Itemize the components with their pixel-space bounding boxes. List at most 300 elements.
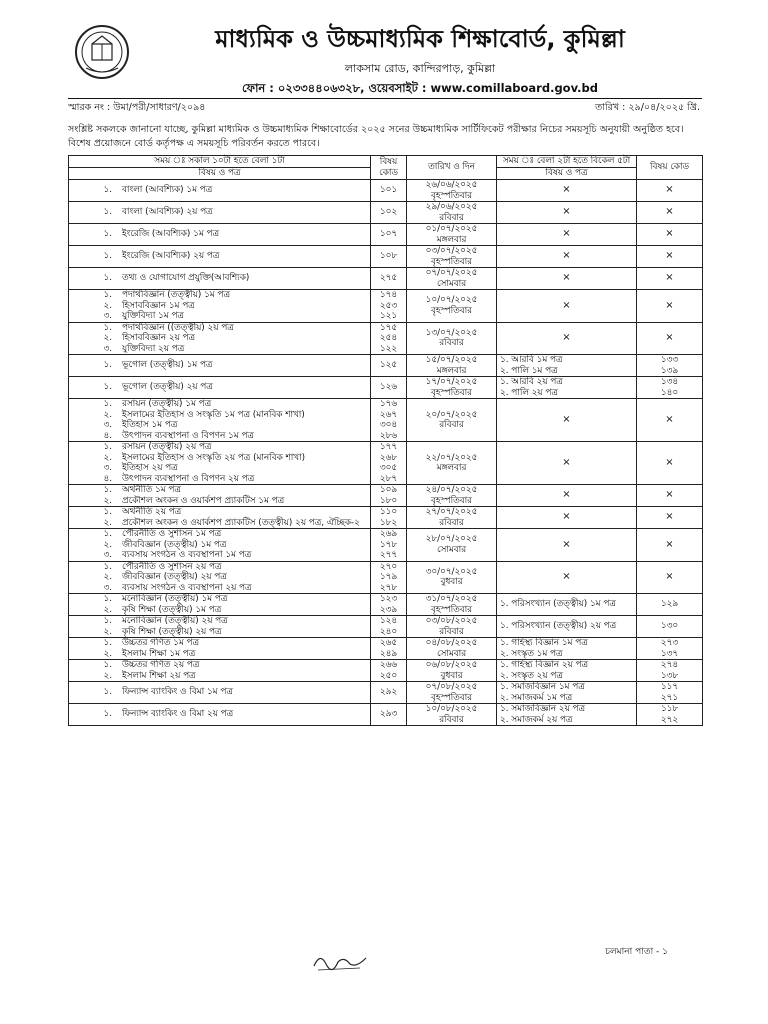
afternoon-codes-cell (637, 616, 703, 638)
subject-line (72, 507, 367, 518)
header-divider (68, 98, 702, 99)
afternoon-subject-name: ১. আরবি ২য় পত্র (500, 377, 563, 387)
morning-subjects-cell (69, 704, 371, 726)
exam-date-cell (407, 704, 497, 726)
afternoon-codes-cell: × (637, 180, 703, 202)
subject-code: ৩০৪ (379, 420, 398, 430)
morning-subjects-cell (69, 246, 371, 268)
morning-subjects-cell (69, 442, 371, 485)
afternoon-subject-code: ১৩৪ (660, 377, 679, 387)
morning-codes-cell (371, 377, 407, 399)
schedule-row (69, 616, 703, 638)
subject-line (72, 333, 367, 344)
subject-name: কৃষি শিক্ষা (তত্ত্বীয়) ২য় পত্র (122, 626, 222, 637)
schedule-row (69, 246, 703, 268)
subject-code: ১৮০ (379, 495, 398, 506)
morning-codes-cell (371, 202, 407, 224)
subject-name: পদার্থবিজ্ঞান (তত্ত্বীয়) ১ম পত্র (122, 290, 230, 300)
serial-number: ১. (103, 251, 112, 262)
afternoon-subjects-cell: × (497, 529, 637, 562)
subject-code: ৩০৫ (379, 463, 398, 473)
serial-number: ১. (103, 687, 112, 698)
subject-name: ফিন্যান্স ব্যাংকিং ও বিমা ১ম পত্র (122, 687, 233, 698)
afternoon-codes-cell: × (637, 268, 703, 290)
serial-number: ১. (103, 485, 112, 495)
subject-code: ২৬৮ (379, 452, 398, 463)
subject-line (72, 410, 367, 421)
afternoon-subject-code: ২৭৩ (660, 638, 679, 648)
serial-number: ১. (103, 442, 112, 452)
subject-line (72, 360, 367, 371)
afternoon-subjects-cell: × (497, 442, 637, 485)
subject-line (72, 251, 367, 262)
afternoon-subjects-cell (497, 704, 637, 726)
afternoon-subject-name: ২. পালি ১ম পত্র (500, 365, 558, 376)
morning-codes-cell (371, 399, 407, 442)
morning-codes-cell (371, 660, 407, 682)
serial-number: ১. (103, 290, 112, 300)
exam-date: ০৬/০৮/২০২৫ (425, 660, 478, 670)
morning-codes-cell (371, 224, 407, 246)
subject-name: পৌরনীতি ও সুশাসন ১ম পত্র (122, 529, 222, 539)
subject-name: রসায়ন (তত্ত্বীয়) ২য় পত্র (122, 442, 212, 452)
serial-number: ৩. (103, 420, 112, 430)
subject-name: কৃষি শিক্ষা (তত্ত্বীয়) ১ম পত্র (122, 604, 222, 615)
exam-date-cell (407, 268, 497, 290)
subject-line (72, 420, 367, 431)
schedule-row (69, 529, 703, 562)
morning-codes-cell (371, 594, 407, 616)
exam-date: ১০/০৭/২০২৫ (425, 295, 478, 306)
afternoon-codes-cell (637, 704, 703, 726)
subject-code: ১০৭ (379, 229, 398, 240)
schedule-row (69, 224, 703, 246)
schedule-body (69, 180, 703, 726)
subject-name: হিসাববিজ্ঞান ২য় পত্র (122, 333, 195, 343)
subject-line (72, 273, 367, 284)
exam-day: বৃহস্পতিবার (430, 692, 472, 703)
subject-name: উচ্চতর গণিত ২য় পত্র (122, 660, 200, 670)
afternoon-subjects-cell: × (497, 224, 637, 246)
serial-number: ১. (103, 594, 112, 604)
afternoon-codes-cell (637, 594, 703, 616)
subject-name: উৎপাদন ব্যবস্থাপনা ও বিপণন ১ম পত্র (122, 430, 254, 441)
serial-number: ২. (103, 452, 112, 463)
morning-codes-cell (371, 638, 407, 660)
afternoon-codes-cell (637, 660, 703, 682)
morning-subjects-cell (69, 290, 371, 323)
subject-line (72, 496, 367, 507)
subject-code: ২৭৮ (379, 582, 398, 593)
board-address: লাকসাম রোড, কান্দিরপাড়, কুমিল্লা (344, 62, 496, 75)
morning-subjects-cell (69, 322, 371, 355)
subject-name: জীববিজ্ঞান (তত্ত্বীয়) ২য় পত্র (122, 572, 227, 582)
exam-date-cell (407, 682, 497, 704)
subject-code: ১২৪ (379, 616, 398, 626)
afternoon-codes-cell: × (637, 507, 703, 529)
afternoon-codes-cell: × (637, 561, 703, 594)
afternoon-subject-code: ২৭১ (660, 692, 679, 703)
subject-code: ১০২ (379, 207, 398, 218)
exam-date: ২৮/০৭/২০২৫ (425, 534, 478, 545)
serial-number: ২. (103, 604, 112, 615)
notice-date: তারিখ : ২৯/০৪/২০২৫ খ্রি. (595, 102, 700, 113)
serial-number: ২. (103, 517, 112, 528)
afternoon-codes-cell: × (637, 202, 703, 224)
serial-number: ৪. (103, 473, 112, 484)
afternoon-subject-name: ১. আরবি ১ম পত্র (500, 355, 563, 365)
exam-date-cell (407, 322, 497, 355)
subject-name: ইসলাম শিক্ষা ১ম পত্র (122, 648, 196, 659)
subject-line (72, 627, 367, 638)
afternoon-session-header: সময় ঃ বেলা ২টা হতে বিকেল ৫টা (497, 156, 637, 168)
schedule-row (69, 399, 703, 442)
schedule-row (69, 442, 703, 485)
serial-number: ২. (103, 495, 112, 506)
subject-code-header: বিষয় কোড (371, 156, 407, 180)
afternoon-subject-code: ১৩৭ (660, 648, 679, 659)
subject-code: ১০৮ (379, 251, 398, 262)
exam-date: ২৯/০৬/২০২৫ (425, 202, 478, 212)
exam-date-cell (407, 224, 497, 246)
subject-code: ১১০ (379, 507, 398, 517)
subject-name: তথ্য ও যোগাযোগ প্রযুক্তি(আবশ্যিক) (122, 273, 250, 284)
afternoon-subject-name: ২. সংস্কৃত ২য় পত্র (500, 670, 563, 681)
morning-subjects-cell (69, 485, 371, 507)
board-contact: ফোন : ০২৩৩৪৪০৬৩২৮, ওয়েবসাইট : www.comillaboard.gov.bd (242, 81, 598, 95)
board-title: মাধ্যমিক ও উচ্চমাধ্যমিক শিক্ষাবোর্ড, কুমিল্লা (215, 25, 625, 53)
afternoon-subjects-cell: × (497, 485, 637, 507)
subject-code: ১২১ (379, 311, 398, 321)
subject-name: বাংলা (আবশ্যিক) ২য় পত্র (122, 207, 213, 218)
exam-date: ২৭/০৭/২০২৫ (425, 507, 478, 517)
afternoon-subjects-cell (497, 660, 637, 682)
serial-number: ১. (103, 322, 112, 333)
morning-codes-cell (371, 322, 407, 355)
schedule-row (69, 660, 703, 682)
subject-name: অর্থনীতি ১ম পত্র (122, 485, 181, 495)
subject-code: ১০১ (379, 185, 398, 196)
serial-number: ২. (103, 648, 112, 659)
subject-line (72, 453, 367, 464)
afternoon-subjects-cell (497, 377, 637, 399)
serial-number: ১. (103, 273, 112, 284)
subject-line (72, 518, 367, 529)
afternoon-codes-cell: × (637, 290, 703, 323)
exam-date-cell (407, 355, 497, 377)
subject-code: ২৬৯ (379, 529, 398, 539)
subject-code: ২৯২ (379, 687, 398, 698)
exam-date: ২০/০৭/২০২৫ (425, 409, 478, 420)
subject-name: ইসলামের ইতিহাস ও সংস্কৃতি ১ম পত্র (মানবিক শাখা) (122, 409, 305, 420)
subject-name: হিসাববিজ্ঞান ১ম পত্র (122, 300, 195, 311)
subject-line (72, 229, 367, 240)
subject-code: ১৭৫ (379, 322, 398, 333)
morning-subjects-cell (69, 616, 371, 638)
subject-code-header-2: বিষয় কোড (637, 156, 703, 180)
exam-date-cell (407, 442, 497, 485)
morning-subjects-cell (69, 660, 371, 682)
afternoon-codes-cell: × (637, 442, 703, 485)
afternoon-subjects-cell (497, 616, 637, 638)
afternoon-subjects-cell: × (497, 561, 637, 594)
subject-code: ২৫০ (379, 670, 398, 681)
subject-line (72, 529, 367, 540)
exam-day: সোমবার (436, 278, 467, 289)
subject-code: ২৭৭ (379, 550, 398, 560)
subject-name: যুক্তিবিদ্যা ২য় পত্র (122, 343, 185, 354)
subject-name: ব্যবসায় সংগঠন ও ব্যবস্থাপনা ১ম পত্র (122, 550, 252, 560)
serial-number: ২. (103, 670, 112, 681)
exam-date: ১০/০৮/২০২৫ (425, 704, 478, 714)
exam-date-cell (407, 616, 497, 638)
serial-number: ১. (103, 561, 112, 572)
morning-subjects-cell (69, 268, 371, 290)
serial-number: ৩. (103, 343, 112, 354)
exam-date-cell (407, 180, 497, 202)
serial-number: ১. (103, 616, 112, 626)
schedule-row (69, 355, 703, 377)
exam-day: বৃহস্পতিবার (430, 604, 472, 615)
afternoon-codes-cell: × (637, 224, 703, 246)
morning-codes-cell (371, 616, 407, 638)
subject-name: বাংলা (আবশ্যিক) ১ম পত্র (122, 185, 213, 196)
exam-day: সোমবার (436, 544, 467, 555)
subject-line (72, 185, 367, 196)
afternoon-subjects-cell: × (497, 399, 637, 442)
subject-code: ১৭৯ (379, 572, 398, 582)
subject-name: ইংরেজি (আবশ্যিক) ১ম পত্র (122, 229, 219, 240)
exam-day: বৃহস্পতিবার (430, 495, 472, 506)
serial-number: ২. (103, 626, 112, 637)
subject-code: ২৪০ (379, 626, 398, 637)
exam-date-cell (407, 529, 497, 562)
morning-codes-cell (371, 529, 407, 562)
subject-name: যুক্তিবিদ্যা ১ম পত্র (122, 311, 184, 321)
afternoon-subject-code: ২৭৪ (660, 660, 679, 670)
morning-subjects-cell (69, 202, 371, 224)
exam-date: ২২/০৭/২০২৫ (425, 452, 478, 463)
schedule-row (69, 638, 703, 660)
subject-line (72, 301, 367, 312)
morning-subjects-cell (69, 355, 371, 377)
schedule-row (69, 322, 703, 355)
afternoon-subject-name: ১. পরিসংখ্যান (তত্ত্বীয়) ২য় পত্র (500, 621, 617, 632)
morning-codes-cell (371, 507, 407, 529)
afternoon-codes-cell (637, 355, 703, 377)
exam-date-cell (407, 202, 497, 224)
exam-date: ১৫/০৭/২০২৫ (425, 355, 478, 365)
subject-name: প্রকৌশল অংকন ও ওয়ার্কশপ প্র্যাকটিস ১ম পত্র (122, 495, 285, 506)
subject-name: রসায়ন (তত্ত্বীয়) ১ম পত্র (122, 399, 212, 409)
afternoon-codes-cell (637, 377, 703, 399)
exam-date: ১৩/০৭/২০২৫ (425, 327, 478, 338)
afternoon-subjects-cell: × (497, 202, 637, 224)
morning-codes-cell (371, 180, 407, 202)
subject-line (72, 485, 367, 496)
afternoon-subject-name: ১. গার্হস্থ্য বিজ্ঞান ১ম পত্র (500, 638, 588, 648)
afternoon-subjects-cell (497, 355, 637, 377)
subject-line (72, 605, 367, 616)
subject-line (72, 540, 367, 551)
afternoon-subject-code: ১৩০ (660, 621, 679, 632)
subject-name: ইতিহাস ২য় পত্র (122, 463, 178, 473)
subject-name: ভূগোল (তত্ত্বীয়) ১ম পত্র (122, 360, 213, 371)
exam-date: ২৬/০৬/২০২৫ (425, 180, 478, 190)
schedule-row (69, 180, 703, 202)
exam-day: রবিবার (439, 212, 464, 223)
subject-code: ২৬৬ (379, 660, 398, 670)
subject-name: অর্থনীতি ২য় পত্র (122, 507, 182, 517)
signature (310, 948, 370, 974)
continued-page-note: চলমানা পাতা - ১ (605, 947, 668, 957)
schedule-row (69, 594, 703, 616)
subject-code: ১২২ (379, 343, 398, 354)
exam-date: ০৩/০৭/২০২৫ (425, 246, 478, 256)
exam-date: ৩০/০৭/২০২৫ (425, 566, 478, 577)
afternoon-subject-name: ১. সমাজবিজ্ঞান ২য় পত্র (500, 704, 585, 714)
subject-line (72, 474, 367, 485)
subject-code: ১০৯ (379, 485, 398, 495)
exam-day: বুধবার (440, 577, 463, 588)
exam-day: রবিবার (439, 517, 464, 528)
subject-name: উৎপাদন ব্যবস্থাপনা ও বিপণন ২য় পত্র (122, 473, 255, 484)
exam-date-cell (407, 594, 497, 616)
afternoon-subject-code: ১১৮ (660, 704, 679, 714)
exam-date-cell (407, 561, 497, 594)
morning-subjects-cell (69, 507, 371, 529)
exam-date: ০১/০৭/২০২৫ (425, 224, 478, 234)
serial-number: ২. (103, 572, 112, 582)
morning-codes-cell (371, 561, 407, 594)
date-day-header: তারিখ ও দিন (407, 156, 497, 180)
serial-number: ১. (103, 638, 112, 648)
subject-line (72, 687, 367, 698)
afternoon-subject-code: ১৪০ (660, 387, 679, 398)
schedule-row (69, 682, 703, 704)
exam-date: ৩১/০৭/২০২৫ (425, 594, 478, 604)
serial-number: ১. (103, 399, 112, 409)
subject-code: ২৬৫ (379, 638, 398, 648)
subject-code: ২৮৭ (379, 473, 398, 484)
exam-date-cell (407, 507, 497, 529)
schedule-row (69, 485, 703, 507)
morning-codes-cell (371, 355, 407, 377)
subject-line (72, 399, 367, 410)
board-seal-logo (74, 22, 130, 82)
afternoon-subject-name: ২. সংস্কৃত ১ম পত্র (500, 648, 563, 659)
subject-code: ২৭০ (379, 561, 398, 572)
morning-subjects-cell (69, 638, 371, 660)
schedule-row (69, 268, 703, 290)
subject-line (72, 660, 367, 671)
exam-day: মঙ্গলবার (436, 365, 467, 376)
subject-name: জীববিজ্ঞান (তত্ত্বীয়) ১ম পত্র (122, 539, 227, 550)
exam-date: ১৭/০৭/২০২৫ (425, 377, 478, 387)
subject-code: ১২৬ (379, 382, 398, 393)
serial-number: ৩. (103, 463, 112, 473)
afternoon-codes-cell: × (637, 485, 703, 507)
morning-codes-cell (371, 442, 407, 485)
subject-code: ২৫৩ (379, 300, 398, 311)
serial-number: ১. (103, 529, 112, 539)
subject-code: ১৭৬ (379, 399, 398, 409)
memo-number: স্মারক নং : উমা/পরী/সাধারণ/২০৯৪ (68, 102, 206, 113)
exam-day: বুধবার (440, 670, 463, 681)
afternoon-subjects-cell: × (497, 507, 637, 529)
afternoon-subject-name: ২. সমাজকর্ম ১ম পত্র (500, 692, 573, 703)
subject-name: ভূগোল (তত্ত্বীয়) ২য় পত্র (122, 382, 213, 393)
serial-number: ১. (103, 382, 112, 393)
subject-name: মনোবিজ্ঞান (তত্ত্বীয়) ১ম পত্র (122, 594, 228, 604)
exam-date: ০৭/০৭/২০২৫ (425, 268, 478, 278)
subject-code: ২৫৪ (379, 333, 398, 343)
morning-subjects-cell (69, 561, 371, 594)
afternoon-subjects-cell: × (497, 322, 637, 355)
subject-code: ১২৩ (379, 594, 398, 604)
afternoon-codes-cell: × (637, 322, 703, 355)
exam-date-cell (407, 246, 497, 268)
schedule-row (69, 377, 703, 399)
subject-code: ১৭৮ (379, 539, 398, 550)
morning-codes-cell (371, 268, 407, 290)
subject-line (72, 638, 367, 649)
morning-subjects-cell (69, 224, 371, 246)
subject-line (72, 594, 367, 605)
morning-codes-cell (371, 485, 407, 507)
afternoon-subjects-cell (497, 638, 637, 660)
morning-subject-header: বিষয় ও পত্র (69, 168, 371, 180)
afternoon-subject-code: ১৩৯ (660, 365, 679, 376)
morning-subjects-cell (69, 180, 371, 202)
subject-name: প্রকৌশল অংকন ও ওয়ার্কশপ প্র্যাকটিস (তত্ত্বীয়) ২য় পত্র, ঐচ্ছিক-২ (122, 517, 360, 528)
exam-date: ০৩/০৮/২০২৫ (425, 616, 478, 626)
subject-code: ২৯৩ (379, 709, 398, 720)
exam-day: মঙ্গলবার (436, 463, 467, 473)
serial-number: ১. (103, 660, 112, 670)
schedule-row (69, 202, 703, 224)
subject-name: মনোবিজ্ঞান (তত্ত্বীয়) ২য় পত্র (122, 616, 228, 626)
serial-number: ৩. (103, 311, 112, 321)
exam-day: বৃহস্পতিবার (430, 305, 472, 316)
morning-subjects-cell (69, 529, 371, 562)
afternoon-subject-name: ১. পরিসংখ্যান (তত্ত্বীয়) ১ম পত্র (500, 599, 616, 610)
serial-number: ৩. (103, 550, 112, 560)
serial-number: ২. (103, 300, 112, 311)
morning-session-header: সময় ঃ সকাল ১০টা হতে বেলা ১টা (69, 156, 371, 168)
afternoon-codes-cell: × (637, 529, 703, 562)
afternoon-subject-code: ২৭২ (660, 714, 679, 725)
subject-line (72, 550, 367, 561)
afternoon-codes-cell: × (637, 246, 703, 268)
subject-code: ১৮২ (379, 517, 398, 528)
subject-name: ব্যবসায় সংগঠন ও ব্যবস্থাপনা ২য় পত্র (122, 582, 252, 593)
morning-codes-cell (371, 290, 407, 323)
morning-codes-cell (371, 704, 407, 726)
serial-number: ২. (103, 539, 112, 550)
afternoon-subjects-cell: × (497, 180, 637, 202)
exam-date-cell (407, 660, 497, 682)
subject-name: ইসলামের ইতিহাস ও সংস্কৃতি ২য় পত্র (মানবিক শাখা) (122, 452, 306, 463)
afternoon-subject-name: ২. সমাজকর্ম ২য় পত্র (500, 714, 573, 725)
subject-name: ইংরেজি (আবশ্যিক) ২য় পত্র (122, 251, 220, 262)
subject-name: পদার্থবিজ্ঞান ((তত্ত্বীয়) ২য় পত্র (122, 322, 234, 333)
subject-line (72, 572, 367, 583)
subject-code: ২৭৫ (379, 273, 398, 284)
serial-number: ২. (103, 409, 112, 420)
afternoon-codes-cell: × (637, 399, 703, 442)
morning-codes-cell (371, 246, 407, 268)
